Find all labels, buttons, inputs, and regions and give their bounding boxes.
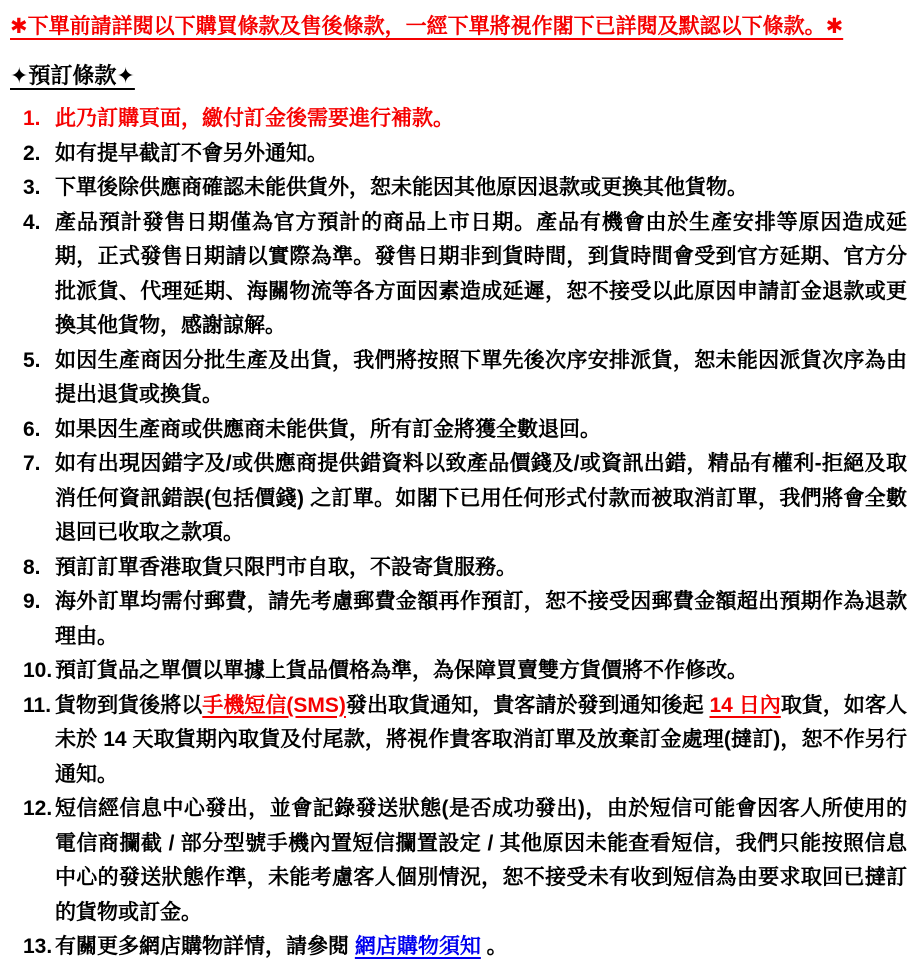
term-text: 如因生產商因分批生產及出貨，我們將按照下單先後次序安排派貨，恕未能因派貨次序為由提出退貨或換貨。 — [55, 348, 907, 406]
store-shopping-notice-link[interactable]: 網店購物須知 — [354, 935, 481, 958]
term-item-2 — [10, 137, 907, 172]
term-number: 10. — [23, 659, 53, 682]
term-number: 11. — [23, 693, 52, 717]
term-number: 5. — [23, 348, 41, 372]
term-segment: 有關更多網店購物詳情，請參閱 — [55, 935, 355, 958]
term-text: 預訂訂單香港取貨只限門市自取，不設寄貨服務。 — [55, 555, 517, 579]
term-item-8 — [10, 551, 907, 586]
term-number: 2. — [23, 141, 41, 165]
pickup-deadline-highlight: 14 日內 — [709, 693, 781, 717]
purchase-terms-notice-title: ✱下單前請詳閱以下購買條款及售後條款，一經下單將視作閣下已詳閱及默認以下條款。✱ — [10, 15, 844, 38]
term-segment: 。 — [480, 935, 508, 958]
term-segment: 貨物到貨後將以 — [55, 693, 203, 717]
term-item-6 — [10, 413, 907, 448]
term-segment: 取貨，如客人未於 14 天取貨期內取貨及付尾款，將視作貴客取消訂單及放棄訂金處理(撻訂)，恕不作另行通知。 — [55, 693, 908, 786]
terms-list — [10, 102, 907, 965]
term-text: 如有出現因錯字及/或供應商提供錯資料以致產品價錢及/或資訊出錯，精品有權利-拒絕及取消任何資訊錯誤(包括價錢) 之訂單。如閣下已用任何形式付款而被取消訂單，我們將會全數退回已收取之款項。 — [55, 452, 907, 544]
term-number: 1. — [23, 107, 41, 130]
term-number: 6. — [23, 417, 41, 441]
term-text: 短信經信息中心發出，並會記錄發送狀態(是否成功發出)，由於短信可能會因客人所使用的電信商攔截 / 部分型號手機內置短信攔置設定 / 其他原因未能查看短信，我們只能按照信息中心的發送狀態作準，未能考慮客人個別情況，恕不接受未有收到短信為由要求取回已撻訂的貨物或訂金。 — [55, 797, 907, 924]
term-number: 7. — [23, 452, 41, 475]
term-text: 產品預計發售日期僅為官方預計的商品上市日期。產品有機會由於生產安排等原因造成延期，正式發售日期請以實際為準。發售日期非到貨時間，到貨時間會受到官方延期、官方分批派貨、代理延期、海關物流等各方面因素造成延遲，恕不接受以此原因申請訂金退款或更換其他貨物，感謝諒解。 — [55, 210, 907, 337]
term-item-9 — [10, 585, 907, 654]
term-item-5 — [10, 344, 907, 413]
term-item-1 — [10, 102, 907, 137]
term-item-13 — [10, 930, 907, 965]
term-item-10 — [10, 654, 907, 689]
term-text: 如果因生產商或供應商未能供貨，所有訂金將獲全數退回。 — [55, 417, 601, 441]
term-number: 13. — [23, 935, 53, 958]
term-number: 9. — [23, 590, 41, 613]
term-text: 海外訂單均需付郵費，請先考慮郵費金額再作預訂，恕不接受因郵費金額超出預期作為退款理由。 — [55, 590, 907, 648]
preorder-terms-heading: ✦預訂條款✦ — [10, 63, 135, 88]
term-item-7 — [10, 447, 907, 551]
term-item-11 — [10, 689, 907, 793]
term-number: 8. — [23, 555, 41, 579]
term-text: 此乃訂購頁面，繳付訂金後需要進行補款。 — [55, 107, 454, 130]
term-text: 預訂貨品之單價以單據上貨品價格為準，為保障買賣雙方貨價將不作修改。 — [55, 659, 748, 682]
term-item-4 — [10, 206, 907, 344]
term-text: 下單後除供應商確認未能供貨外，恕未能因其他原因退款或更換其他貨物。 — [55, 176, 748, 199]
term-text: 如有提早截訂不會另外通知。 — [55, 141, 328, 165]
term-text — [55, 694, 907, 786]
sms-notice-highlight: 手機短信(SMS) — [202, 693, 346, 717]
term-number: 4. — [23, 210, 41, 234]
term-number: 12. — [23, 797, 53, 820]
term-segment: 發出取貨通知，貴客請於發到通知後起 — [345, 693, 710, 717]
term-number: 3. — [23, 176, 41, 199]
term-item-12 — [10, 792, 907, 930]
term-item-3 — [10, 171, 907, 206]
term-text — [55, 935, 508, 958]
